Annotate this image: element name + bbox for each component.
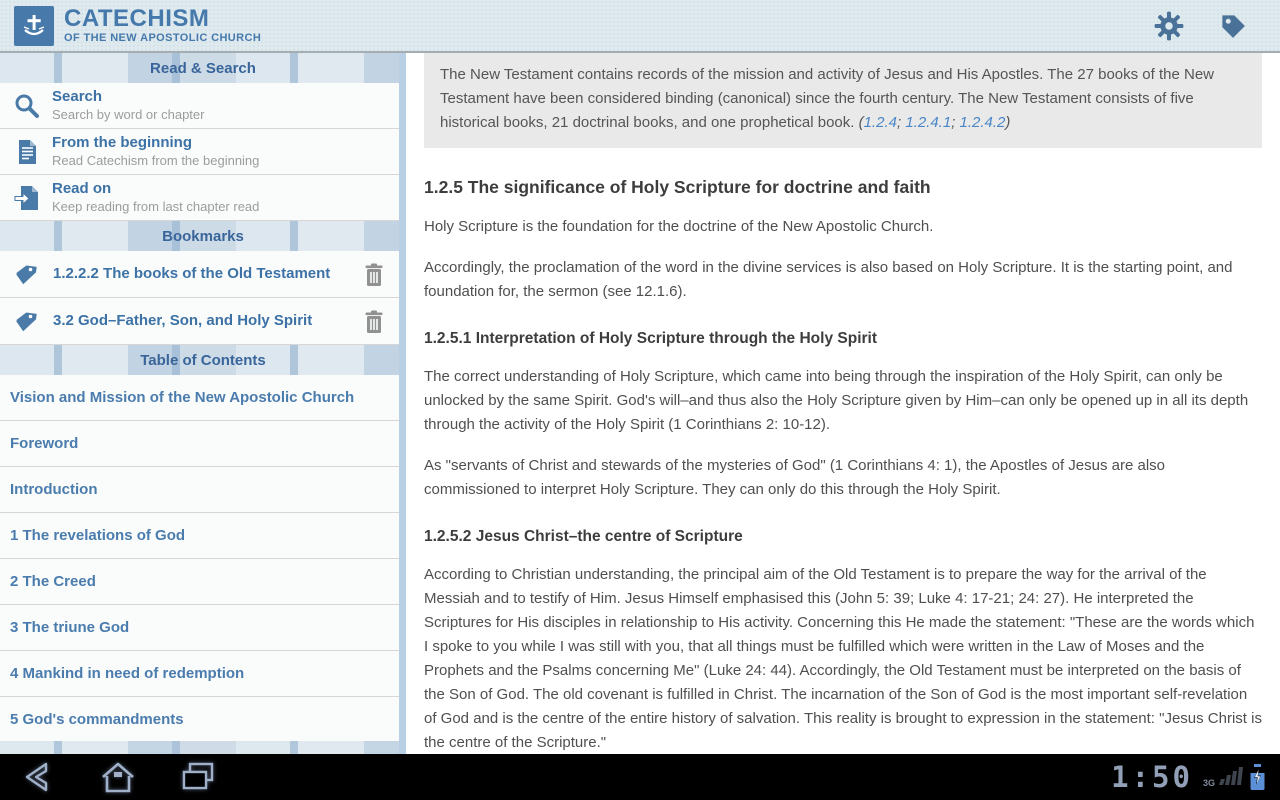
chapter-heading-1-2-5: 1.2.5 The significance of Holy Scripture for doctrine and faith [424, 177, 931, 197]
next-section-header-peek [0, 741, 399, 754]
toc-item-2-creed[interactable] [0, 559, 406, 605]
sidebar-item-from-beginning[interactable] [0, 129, 406, 175]
battery-charging-icon [1249, 763, 1266, 791]
search-icon [13, 92, 41, 120]
nac-logo [14, 6, 54, 46]
tag-icon [14, 310, 38, 334]
home-button[interactable] [96, 759, 140, 795]
paragraph: As "servants of Christ and stewards of the mysteries of God" (1 Corinthians 4: 1), the Apostles of Jesus are also commissioned to interpret Holy Scripture. They can only do this through the Holy Spirit. [424, 457, 1165, 498]
home-icon [96, 759, 140, 795]
reference-link[interactable]: 1.2.4.2 [959, 114, 1006, 131]
android-system-bar [0, 754, 1280, 800]
toc-item-label: 2 The Creed [10, 573, 96, 590]
back-icon [16, 759, 60, 795]
paragraph: Accordingly, the proclamation of the word in the divine services is also based on Holy Scripture. It is the starting point, and foundation for, the sermon (see 12.1.6). [424, 259, 1233, 300]
signal-strength-icon [1217, 765, 1243, 789]
toc-item-label: 4 Mankind in need of redemption [10, 665, 245, 682]
toc-item-1-revelations[interactable] [0, 513, 406, 559]
bookmark-item[interactable] [0, 298, 406, 345]
bookmarks-header-label: Bookmarks [162, 227, 244, 245]
network-type-label: 3G [1202, 778, 1215, 788]
toc-header-label: Table of Contents [140, 351, 266, 369]
paragraph: Holy Scripture is the foundation for the doctrine of the New Apostolic Church. [424, 218, 934, 235]
toc-item-label: 1 The revelations of God [10, 527, 186, 544]
sidebar-scrollbar[interactable] [399, 53, 406, 754]
bookmark-title: 3.2 God–Father, Son, and Holy Spirit [53, 312, 313, 329]
toc-item-vision-mission[interactable] [0, 375, 406, 421]
sidebar [0, 53, 406, 754]
read-search-header-label: Read & Search [150, 59, 256, 77]
bookmark-item[interactable] [0, 251, 406, 298]
bookmark-tag-button[interactable] [1218, 11, 1248, 41]
toc-item-introduction[interactable] [0, 467, 406, 513]
toc-item-5-commandments[interactable] [0, 697, 406, 743]
app-subtitle: OF THE NEW APOSTOLIC CHURCH [64, 32, 262, 44]
subchapter-heading-1-2-5-1: 1.2.5.1 Interpretation of Holy Scripture through the Holy Spirit [424, 330, 877, 347]
recent-apps-button[interactable] [176, 759, 220, 795]
reference-link[interactable]: 1.2.4.1 [905, 114, 952, 131]
back-button[interactable] [16, 759, 60, 795]
sidebar-item-title: From the beginning [52, 134, 192, 151]
sidebar-item-title: Read on [52, 180, 112, 197]
refs-separator: ; [951, 114, 960, 131]
reading-pane[interactable] [406, 53, 1280, 754]
highlighted-paragraph [424, 53, 1262, 148]
sidebar-item-subtitle: Search by word or chapter [52, 107, 205, 122]
section-header-toc [0, 345, 406, 375]
app-title: CATECHISM [64, 5, 210, 32]
cross-emblem-icon [20, 12, 48, 40]
sidebar-item-subtitle: Keep reading from last chapter read [52, 199, 260, 214]
toc-item-4-mankind[interactable] [0, 651, 406, 697]
intro-text: The New Testament contains records of the mission and activity of Jesus and His Apostles. The 27 books of the New Testament have been considered binding (canonical) since the fourth century. The New Testament consists of five historical books, 21 doctrinal books, and one prophetical book. [440, 66, 1215, 131]
subchapter-heading-1-2-5-2: 1.2.5.2 Jesus Christ–the centre of Scripture [424, 528, 743, 545]
refs-open-paren: ( [858, 114, 864, 131]
toc-item-label: Foreword [10, 435, 79, 452]
tag-icon [1218, 11, 1248, 41]
section-header-bookmarks [0, 221, 406, 251]
paragraph: According to Christian understanding, the principal aim of the Old Testament is to prepare the way for the arrival of the Messiah and to testify of Him. Jesus Himself emphasised this (John 5: 39; Luke 4: 17-21; 24: 27). He interpreted the Scriptures for His disciples in relationship to His activity. Concerning this He made the statement: "These are the words which I spoke to you while I was still with you, that all things must be fulfilled which were written in the Law of Moses and the Prophets and the Psalms concerning Me" (Luke 24: 44). Accordingly, the Old Testament must be interpreted on the basis of the Son of God. The old covenant is fulfilled in Christ. The incarnation of the Son of God is the most important self-revelation of God and is the centre of the entire history of salvation. This reality is brought to expression in the statement: "Jesus Christ is the centre of the Scripture." [424, 566, 1262, 751]
settings-button[interactable] [1154, 11, 1184, 41]
reference-link[interactable]: 1.2.4 [863, 114, 897, 131]
tag-icon [14, 263, 38, 287]
gear-icon [1154, 11, 1184, 41]
refs-separator: ; [896, 114, 906, 131]
document-icon [13, 138, 41, 166]
delete-bookmark-button trash-icon[interactable] [364, 310, 384, 334]
toc-item-label: 3 The triune God [10, 619, 130, 636]
sidebar-item-read-on[interactable] [0, 175, 406, 221]
sidebar-item-title: Search [52, 88, 103, 105]
app-header [0, 0, 1280, 53]
toc-item-3-triune-god[interactable] [0, 605, 406, 651]
toc-item-label: Vision and Mission of the New Apostolic Church [10, 389, 355, 406]
toc-item-label: Introduction [10, 481, 98, 498]
app-title-block [64, 7, 261, 44]
document-arrow-icon [13, 184, 41, 212]
status-clock: 1:50 [1111, 760, 1193, 794]
recent-apps-icon [176, 759, 220, 795]
paragraph: The correct understanding of Holy Scripture, which came into being through the inspiration of the Holy Spirit, can only be unlocked by the same Spirit. God's will–and thus also the Holy Scripture given by Him–can only be opened up in all its depth through the activity of the Holy Spirit (1 Corinthians 2: 10-12). [424, 368, 1249, 433]
toc-item-foreword[interactable] [0, 421, 406, 467]
section-header-read-search [0, 53, 406, 83]
delete-bookmark-button trash-icon[interactable] [364, 263, 384, 287]
sidebar-item-subtitle: Read Catechism from the beginning [52, 153, 260, 168]
sidebar-item-search[interactable] [0, 83, 406, 129]
reference-links [859, 114, 1011, 131]
refs-close-paren: ) [1005, 114, 1011, 131]
toc-item-label: 5 God's commandments [10, 711, 184, 728]
bookmark-title: 1.2.2.2 The books of the Old Testament [53, 265, 331, 282]
network-status [1203, 765, 1243, 789]
